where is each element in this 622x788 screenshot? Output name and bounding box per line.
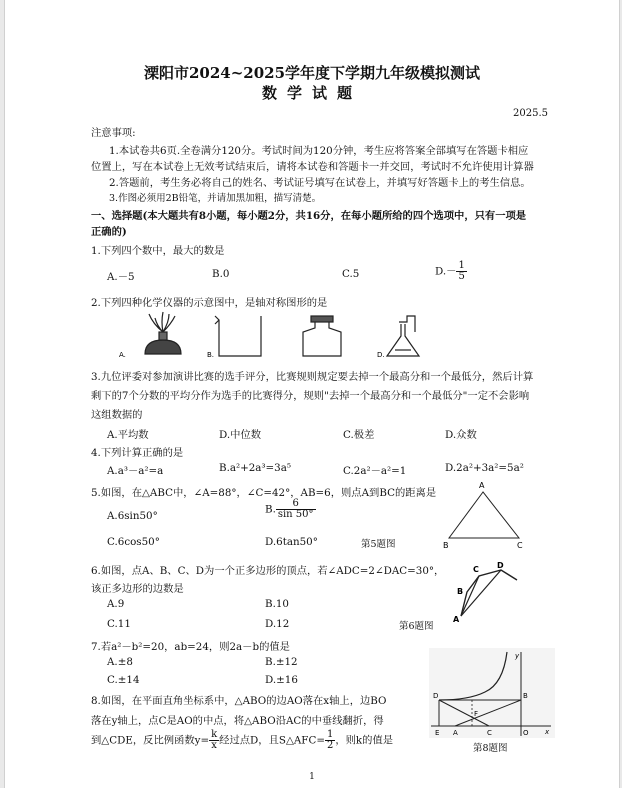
q3-line-1: 3.九位评委对参加演讲比赛的选手评分，比赛规则规定要去掉一个最高分和一个最低分，然后计算	[91, 371, 534, 383]
notice-line-1: 1.本试卷共6页.全卷满分120分。考试时间为120分钟，考生应将答案全部填写在答题卡相应	[109, 145, 529, 157]
numerator: 1	[326, 729, 334, 740]
page-number: 1	[309, 772, 315, 782]
q1-option-b: B.0	[212, 268, 230, 280]
beaker-icon	[215, 316, 261, 356]
axis-label-y: y	[515, 652, 520, 660]
vertex-label-c: C	[473, 565, 479, 574]
q2-label-a: A.	[119, 351, 126, 359]
flask-icon	[387, 316, 419, 356]
exam-subtitle: 数学试题	[261, 84, 362, 102]
vertex-label-b: B	[443, 541, 449, 550]
q7-option-b: B.±12	[265, 656, 298, 668]
q4-option-b: B.a²+2a³=3a⁵	[219, 462, 291, 474]
q6-option-b: B.10	[265, 598, 289, 610]
q5-option-a: A.6sin50°	[107, 510, 158, 522]
vertex-label-a: A	[453, 615, 460, 624]
q5-option-b	[265, 499, 316, 520]
point-label-f: F	[474, 710, 479, 718]
reagent-bottle-icon	[303, 316, 341, 356]
notice-line-3: 2.答题前，考生务必将自己的姓名、考试证号填写在试卷上，并填写好答题卡上的考生信息。	[109, 177, 531, 189]
q4-option-c: C.2a²－a²=1	[343, 465, 407, 477]
q3-line-2: 剩下的7个分数的平均分作为选手的比赛得分，规则"去掉一个最高分和一个最低分"一定不会影响	[91, 390, 530, 402]
vertex-label-b: B	[457, 587, 464, 596]
q8-line-3-part-b: 经过点D，且S△AFC=	[219, 734, 325, 747]
q8-line-3-part-a: 到△CDE，反比例函数y=	[91, 734, 210, 747]
q6-option-c: C.11	[107, 618, 131, 630]
q1-option-c: C.5	[342, 268, 360, 280]
q6-figure-caption: 第6题图	[399, 621, 434, 632]
q5-option-d: D.6tan50°	[265, 536, 318, 548]
q5-stem: 5.如图，在△ABC中，∠A=88°，∠C=42°，AB=6，则点A到BC的距离是	[91, 487, 437, 499]
q1-option-d-prefix: D.－	[435, 265, 457, 278]
q8-figure-caption: 第8题图	[473, 743, 508, 754]
fraction	[456, 261, 466, 282]
denominator: x	[211, 740, 217, 751]
q7-option-a: A.±8	[107, 656, 133, 668]
fraction-one-half	[325, 730, 335, 751]
exam-title: 溧阳市2024~2025学年度下学期九年级模拟测试	[143, 64, 481, 82]
fraction	[276, 499, 316, 520]
point-label-c: C	[487, 729, 492, 737]
q3-option-c: C.极差	[343, 429, 375, 441]
q8-line-2: 落在y轴上，点C是AO的中点，将△ABO沿AC的中垂线翻折，得	[91, 715, 384, 727]
denominator: 2	[326, 740, 334, 751]
q2-stem: 2.下列四种化学仪器的示意图中，是轴对称图形的是	[91, 297, 328, 309]
document-page	[4, 0, 620, 788]
q6-line-2: 该正多边形的边数是	[91, 583, 184, 595]
exam-date: 2025.5	[513, 108, 548, 119]
fraction-k-over-x	[209, 730, 219, 751]
polygon-edges	[461, 570, 517, 616]
triangle-abc	[449, 492, 519, 538]
point-label-b: B	[523, 692, 528, 700]
notice-heading: 注意事项:	[91, 127, 136, 139]
q1-stem: 1.下列四个数中，最大的数是	[91, 245, 225, 257]
denominator: 5	[458, 271, 465, 282]
point-label-d: D	[433, 692, 439, 700]
axis-label-x: x	[545, 728, 550, 736]
point-label-o: O	[523, 729, 529, 737]
q3-line-3: 这组数据的	[91, 409, 143, 421]
numerator: 1	[458, 260, 465, 271]
alcohol-lamp-icon	[145, 312, 181, 354]
q3-option-d: D.众数	[445, 429, 477, 441]
q8-line-3-part-c: ，则k的值是	[335, 734, 394, 747]
q8-coordinate-figure	[429, 648, 555, 738]
q2-label-d: D.	[377, 351, 385, 359]
vertex-label-c: C	[517, 541, 523, 550]
q6-option-a: A.9	[107, 598, 125, 610]
point-label-e: E	[435, 729, 440, 737]
q2-lab-instruments-figure	[115, 310, 445, 360]
q7-option-c: C.±14	[107, 674, 140, 686]
numerator: k	[211, 729, 218, 740]
notice-line-4: 3.作图必须用2B铅笔，并请加黑加粗，描写清楚。	[109, 193, 322, 204]
q5-option-c: C.6cos50°	[107, 536, 160, 548]
q7-option-d: D.±16	[265, 674, 298, 686]
q8-line-1: 8.如图，在平面直角坐标系中，△ABO的边AO落在x轴上，边BO	[91, 695, 387, 707]
q5-option-b-prefix: B.	[265, 503, 276, 516]
denominator: sin 50°	[277, 509, 314, 520]
q7-stem: 7.若a²－b²=20，ab=24，则2a－b的值是	[91, 641, 290, 653]
q8-line-3	[91, 730, 393, 751]
q3-option-a: A.平均数	[107, 429, 149, 441]
vertex-label-a: A	[479, 481, 485, 490]
q1-option-a: A.－5	[107, 271, 135, 283]
q6-option-d: D.12	[265, 618, 290, 630]
q6-polygon-figure	[445, 560, 535, 628]
vertex-label-d: D	[497, 561, 504, 570]
figure-background	[429, 648, 555, 738]
q2-label-b: B.	[207, 351, 215, 359]
q5-figure-caption: 第5题图	[361, 539, 396, 550]
q3-option-b: D.中位数	[219, 429, 262, 441]
q5-triangle-figure	[441, 478, 531, 550]
section-heading-1: 一、选择题(本大题共有8小题，每小题2分，共16分，在每小题所给的四个选项中，只有一项是	[91, 210, 527, 222]
notice-line-2: 位置上，写在本试卷上无效考试结束后，请将本试卷和答题卡一并交回，考试时不允许使用计算器	[91, 161, 534, 173]
section-heading-2: 正确的)	[91, 226, 127, 238]
q4-option-d: D.2a²+3a²=5a²	[445, 462, 524, 474]
diagonal-ac	[461, 576, 479, 616]
point-label-a: A	[453, 729, 458, 737]
q4-option-a: A.a³－a²=a	[107, 465, 164, 477]
numerator: 6	[276, 499, 316, 510]
q1-option-d	[435, 261, 467, 282]
q4-stem: 4.下列计算正确的是	[91, 447, 184, 459]
q6-line-1: 6.如图，点A、B、C、D为一个正多边形的顶点，若∠ADC=2∠DAC=30°，	[91, 565, 445, 577]
